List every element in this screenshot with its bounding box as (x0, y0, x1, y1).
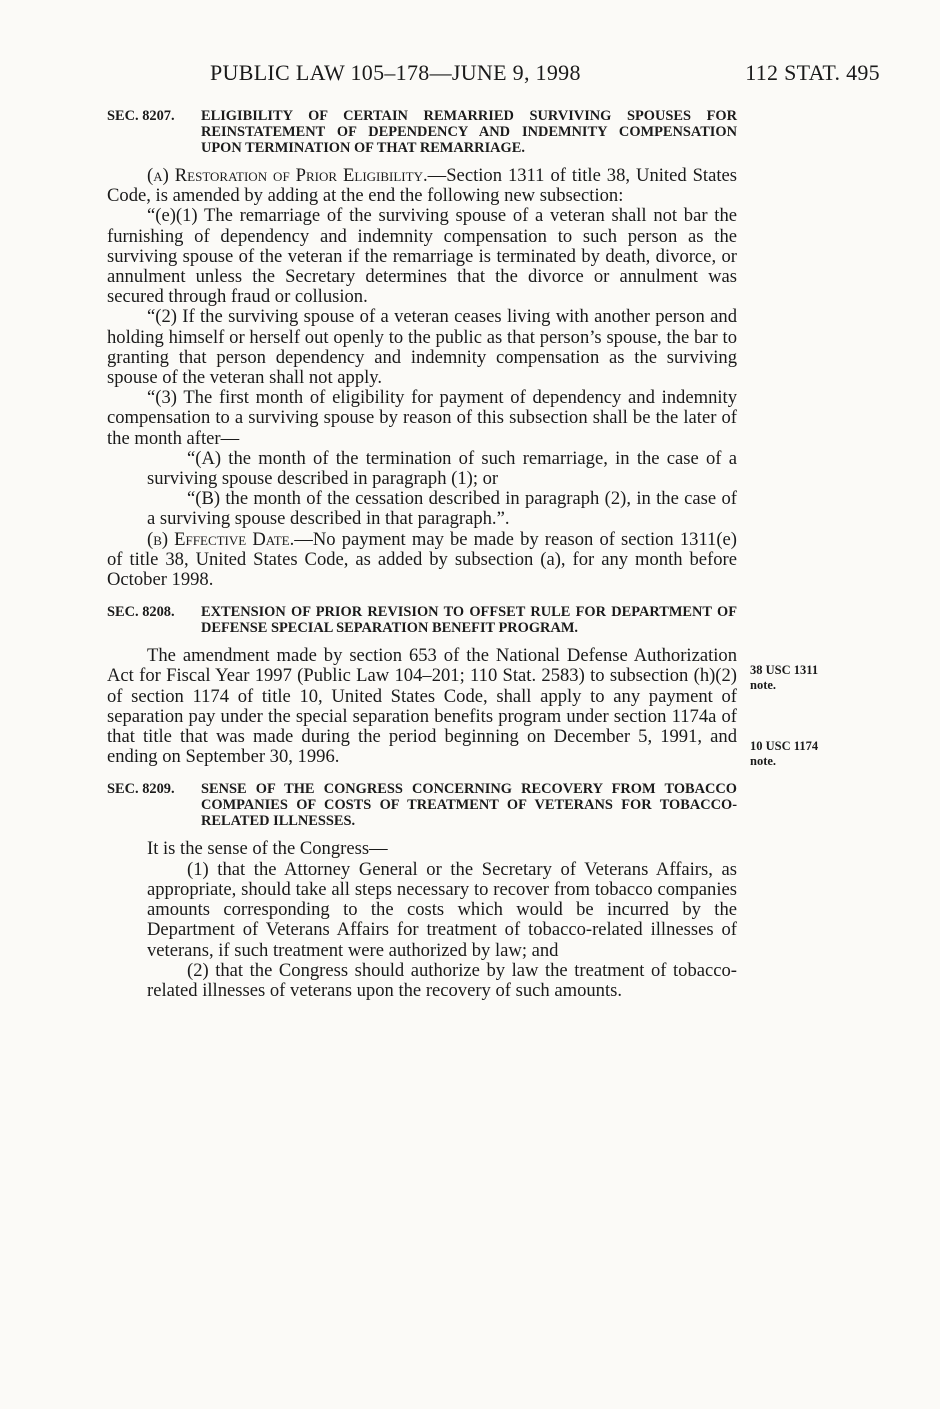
law-title: PUBLIC LAW 105–178—JUNE 9, 1998 (210, 60, 581, 85)
section-number: SEC. 8207. (107, 108, 175, 124)
subsection-b-text: —No payment may be made by reason of section 1311(e) of title 38, United States Code, as added by subsection (a), for any month before October 1998. (107, 528, 737, 591)
margin-note-label: note. (750, 754, 777, 768)
margin-note-citation: 10 USC 1174 (750, 739, 819, 753)
subsection-b (107, 530, 737, 591)
margin-note-citation: 38 USC 1311 (750, 663, 819, 677)
subsection-a-text: —Section 1311 of title 38, United States Code, is amended by adding at the end the following new subsection: (107, 165, 738, 207)
paragraph-e1: “(e)(1) The remarriage of the surviving spouse of a veteran shall not bar the furnishing of dependency and indemnity compensation to such person as the surviving spouse of the veteran if the remarriage is terminated by death, divorce, or annulment unless the Secretary determines that the divorce or annulment was secured through fraud or collusion. (107, 205, 737, 308)
paragraph-e2: “(2) If the surviving spouse of a veteran ceases living with another person and holding himself or herself out openly to the public as that person’s spouse, the bar to granting that person dependency and indemnity compensation as the surviving spouse of the veteran shall not apply. (107, 306, 737, 389)
subsection-b-heading: (b) Effective Date. (147, 528, 295, 550)
paragraph-e3: “(3) The first month of eligibility for payment of dependency and indemnity compensation to a surviving spouse by reason of this subsection shall be the later of the month after— (107, 387, 737, 449)
subsection-a (107, 166, 737, 206)
section-title: ELIGIBILITY OF CERTAIN REMARRIED SURVIVING SPOUSES FOR REINSTATEMENT OF DEPENDENCY AND INDEMNITY COMPENSATION UPON TERMINATION OF THAT REMARRIAGE. (201, 108, 737, 156)
subparagraph-A: “(A) the month of the termination of such remarriage, in the case of a surviving spouse described in paragraph (1); or (147, 447, 737, 490)
section-8209-heading (107, 781, 737, 829)
subsection-a-heading: (a) Restoration of Prior Eligibility. (147, 165, 428, 186)
section-number: SEC. 8209. (107, 781, 175, 798)
section-8208-heading (107, 604, 737, 636)
document-body (107, 108, 737, 1001)
margin-note-10-usc (750, 739, 860, 769)
section-title: SENSE OF THE CONGRESS CONCERNING RECOVERY FROM TOBACCO COMPANIES OF COSTS OF TREATMENT OF VETERANS FOR TOBACCO-RELATED ILLNESSES. (201, 781, 737, 830)
section-title: EXTENSION OF PRIOR REVISION TO OFFSET RULE FOR DEPARTMENT OF DEFENSE SPECIAL SEPARATION BENEFIT PROGRAM. (201, 604, 737, 637)
section-number: SEC. 8208. (107, 604, 175, 621)
statute-page-number: 112 STAT. 495 (745, 60, 880, 85)
section-8209-item-1: (1) that the Attorney General or the Secretary of Veterans Affairs, as appropriate, should take all steps necessary to recover from tobacco companies amounts corresponding to the costs which would be incurred by the Department of Veterans Affairs for treatment of tobacco-related illnesses of veterans, if such treatment were authorized by law; and (147, 858, 737, 961)
margin-note-38-usc (750, 663, 860, 693)
section-8209-intro: It is the sense of the Congress— (147, 838, 388, 860)
subparagraph-B: “(B) the month of the cessation described in paragraph (2), in the case of a surviving spouse described in that paragraph.”. (147, 488, 737, 530)
section-8208-text: The amendment made by section 653 of the National Defense Authorization Act for Fiscal Year 1997 (Public Law 104–201; 110 Stat. 2583) to subsection (h)(2) of section 1174 of title 10, United States Code, shall apply to any payment of separation pay under the special separation benefits program under section 1174a of that title that was made during the period beginning on December 5, 1991, and ending on September 30, 1996. (107, 645, 737, 768)
section-8209-item-2: (2) that the Congress should authorize by law the treatment of tobacco-related illnesses of veterans upon the recovery of such amounts. (147, 959, 737, 1001)
section-8207-heading (107, 108, 737, 156)
margin-note-label: note. (750, 678, 777, 692)
